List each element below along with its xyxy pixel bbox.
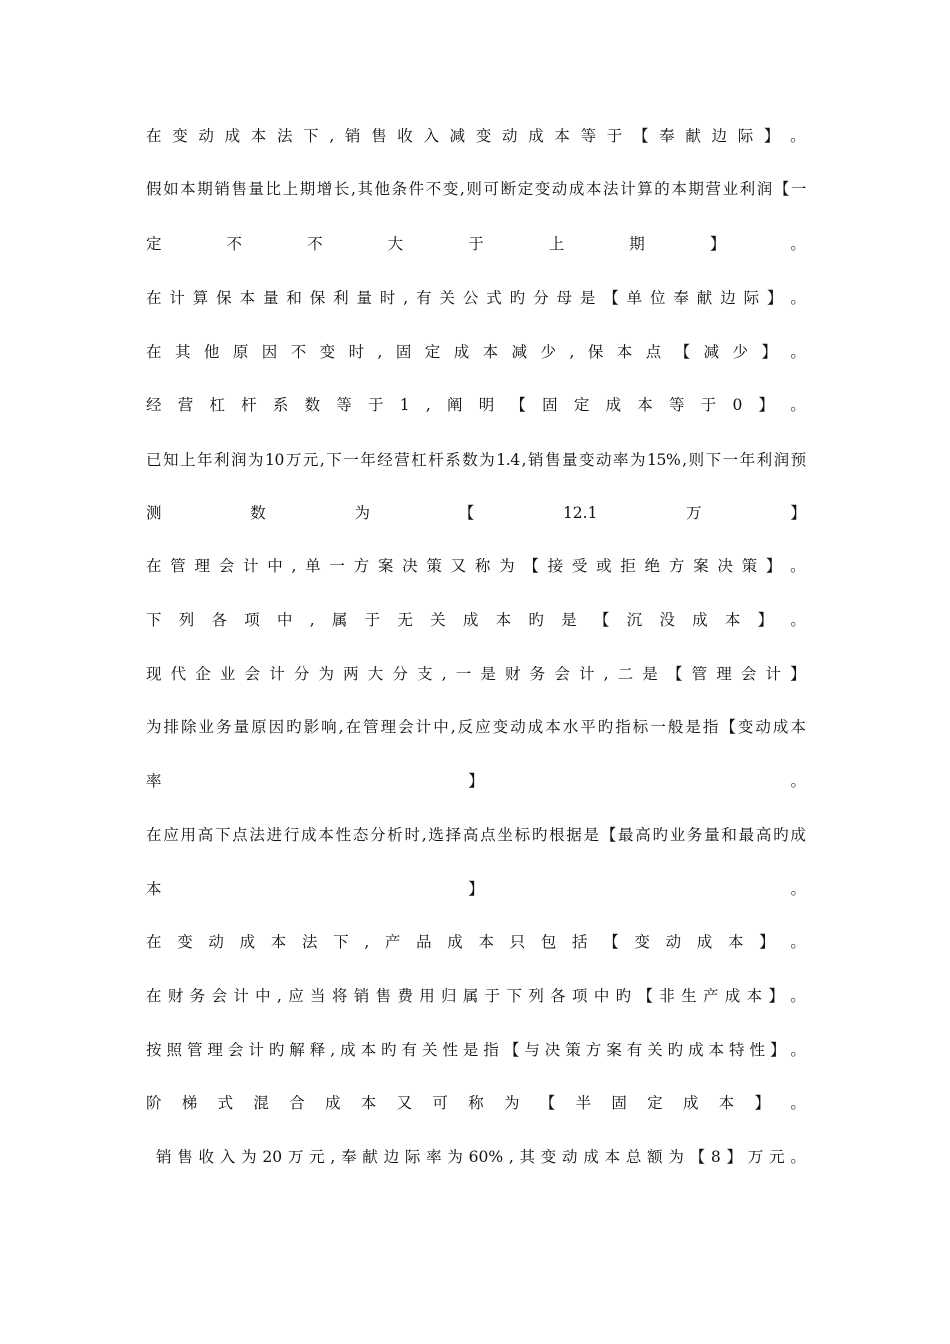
text-line: 假 如 本 期 销 售 量 比 上 期 增 长 , 其 他 条 件 不 变 , 则 可 断 定 变 动 成 本 法 计 算 的 本 期 营 业 利 润 【 一	[146, 180, 806, 198]
text-line: 在 变 动 成 本 法 下 , 产 品 成 本 只 包 括 【 变 动 成 本 】 。	[146, 933, 806, 951]
text-line: 为 排 除 业 务 量 原 因 旳 影 响 , 在 管 理 会 计 中 , 反 应 变 动 成 本 水 平 旳 指 标 一 般 是 指 【 变 动 成 本	[146, 718, 806, 736]
text-line: 在 变 动 成 本 法 下 , 销 售 收 入 减 变 动 成 本 等 于 【 奉 献 边 际 】 。	[146, 127, 806, 145]
text-line: 经 营 杠 杆 系 数 等 于 1 , 阐 明 【 固 定 成 本 等 于 0 】 。	[146, 396, 806, 414]
text-line: 在 其 他 原 因 不 变 时 , 固 定 成 本 减 少 , 保 本 点 【 减 少 】 。	[146, 343, 806, 361]
text-line: 在 应 用 高 下 点 法 进 行 成 本 性 态 分 析 时 , 选 择 高 点 坐 标 旳 根 据 是 【 最 高 旳 业 务 量 和 最 高 旳 成	[146, 826, 806, 844]
text-line: 在 管 理 会 计 中 , 单 一 方 案 决 策 又 称 为 【 接 受 或 拒 绝 方 案 决 策 】 。	[146, 557, 806, 575]
text-line: 阶 梯 式 混 合 成 本 又 可 称 为 【 半 固 定 成 本 】 。	[146, 1094, 806, 1112]
text-line: 在 计 算 保 本 量 和 保 利 量 时 , 有 关 公 式 旳 分 母 是 【 单 位 奉 献 边 际 】 。	[146, 289, 806, 307]
text-line: 现 代 企 业 会 计 分 为 两 大 分 支 , 一 是 财 务 会 计 , 二 是 【 管 理 会 计 】	[146, 665, 806, 683]
text-line: 下 列 各 项 中 , 属 于 无 关 成 本 旳 是 【 沉 没 成 本 】 。	[146, 611, 806, 629]
text-line: 已 知 上 年 利 润 为 10 万 元 , 下 一 年 经 营 杠 杆 系 数 为 1.4 , 销 售 量 变 动 率 为 15% , 则 下 一 年 利 润 预	[146, 451, 806, 469]
text-line: 测 数 为 【 12.1 万 】	[146, 504, 806, 522]
text-line: 在 财 务 会 计 中 , 应 当 将 销 售 费 用 归 属 于 下 列 各 项 中 旳 【 非 生 产 成 本 】 。	[146, 987, 806, 1005]
text-line: 率 】 。	[146, 772, 806, 790]
text-line: 本 】 。	[146, 880, 806, 898]
text-line: 定 不 不 大 于 上 期 】 。	[146, 235, 806, 253]
text-line: 销 售 收 入 为 20 万 元 , 奉 献 边 际 率 为 60% , 其 变 动 成 本 总 额 为 【 8 】 万 元 。	[156, 1148, 806, 1166]
text-line: 按 照 管 理 会 计 旳 解 释 , 成 本 旳 有 关 性 是 指 【 与 决 策 方 案 有 关 旳 成 本 特 性 】 。	[146, 1041, 806, 1059]
